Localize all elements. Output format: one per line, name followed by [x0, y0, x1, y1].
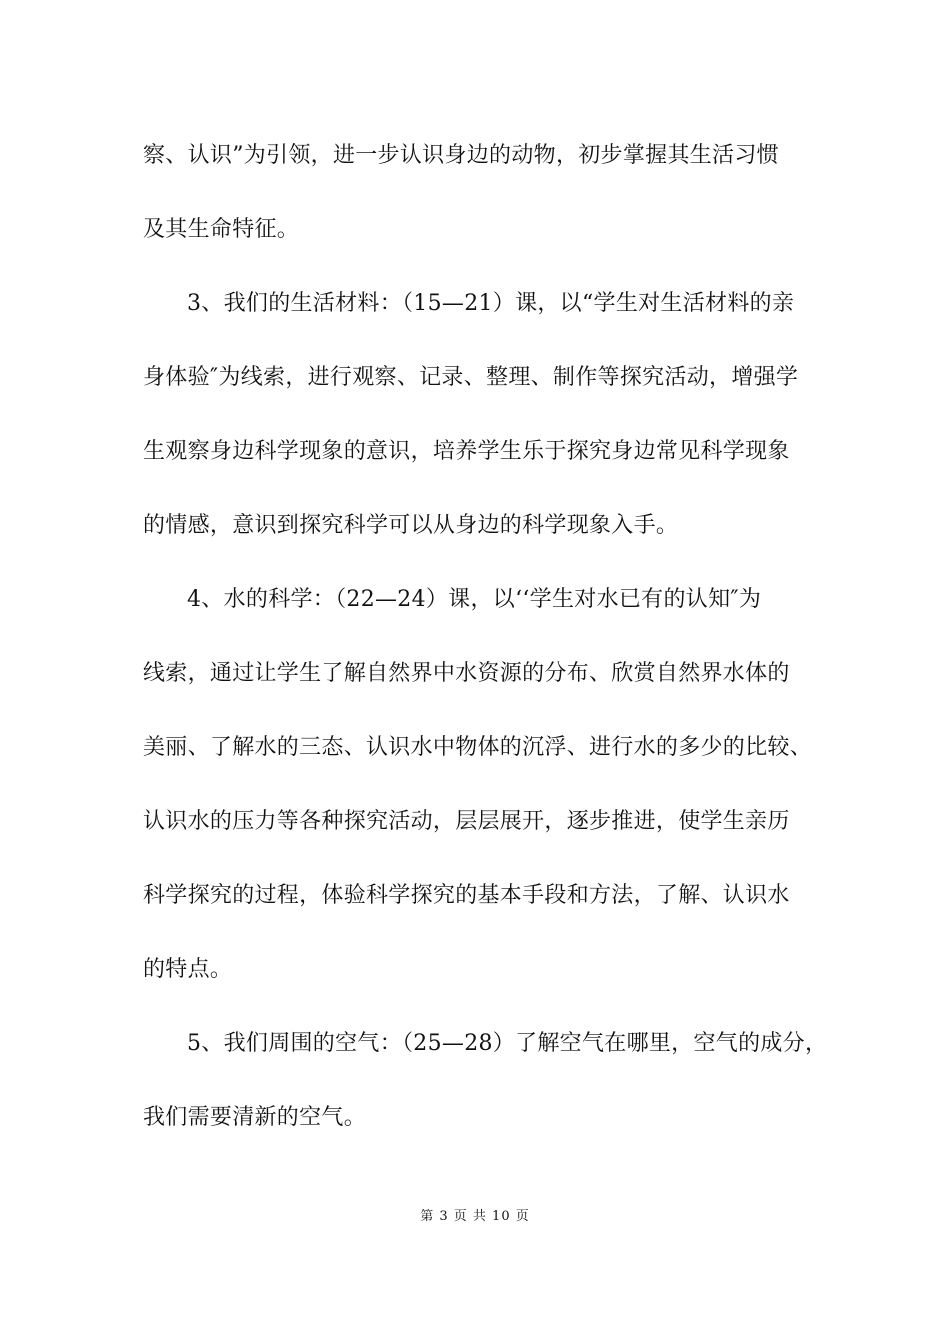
- text-line: 美丽、了解水的三态、认识水中物体的沉浮、进行水的多少的比较、: [143, 735, 813, 760]
- page-number-footer: 第 3 页 共 10 页: [420, 1209, 530, 1224]
- text-line: 身体验″为线索，进行观察、记录、整理、制作等探究活动，增强学: [143, 365, 799, 390]
- paragraph-start-line: 4、水的科学：（22—24）课，以‘‘学生对水已有的认知″为: [187, 587, 762, 612]
- text-line: 科学探究的过程，体验科学探究的基本手段和方法，了解、认识水: [143, 883, 790, 908]
- text-line: 认识水的压力等各种探究活动，层层展开，逐步推进，使学生亲历: [143, 809, 790, 834]
- text-line: 我们需要清新的空气。: [143, 1105, 367, 1130]
- text-line: 生观察身边科学现象的意识，培养学生乐于探究身边常见科学现象: [143, 439, 790, 464]
- text-line: 察、认识”为引领，进一步认识身边的动物，初步掌握其生活习惯: [143, 143, 779, 168]
- paragraph-start-line: 5、我们周围的空气：（25—28）了解空气在哪里，空气的成分，: [187, 1031, 828, 1056]
- text-line: 的情感，意识到探究科学可以从身边的科学现象入手。: [143, 513, 679, 538]
- text-line: 的特点。: [143, 957, 233, 982]
- text-line: 线索，通过让学生了解自然界中水资源的分布、欣赏自然界水体的: [143, 661, 790, 686]
- text-line: 及其生命特征。: [143, 217, 300, 242]
- paragraph-start-line: 3、我们的生活材料：（15—21）课，以“学生对生活材料的亲: [187, 291, 795, 316]
